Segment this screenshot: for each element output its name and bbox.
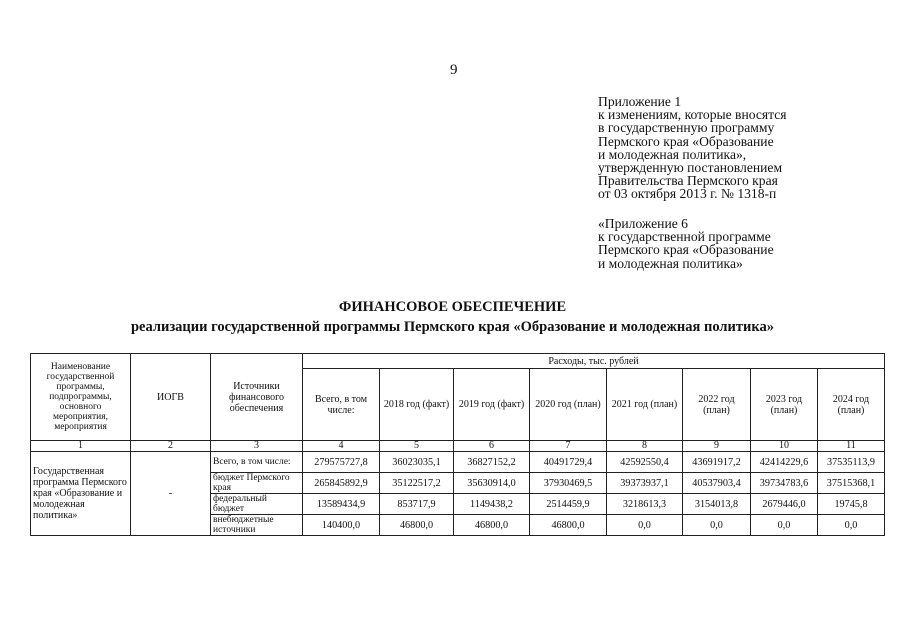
column-number: 7 bbox=[530, 441, 607, 452]
column-number: 8 bbox=[607, 441, 683, 452]
column-number: 3 bbox=[211, 441, 303, 452]
value-2024: 37535113,9 bbox=[818, 452, 885, 473]
document-subtitle: реализации государственной программы Пермского края «Образование и молодежная политика» bbox=[130, 319, 775, 335]
annex-1-line: Правительства Пермского края bbox=[598, 173, 778, 189]
source-cell: внебюджетные источники bbox=[211, 515, 303, 536]
value-2023: 42414229,6 bbox=[751, 452, 818, 473]
value-2018: 46800,0 bbox=[380, 515, 454, 536]
value-2024: 37515368,1 bbox=[818, 473, 885, 494]
header-2024: 2024 год (план) bbox=[818, 369, 885, 441]
annex-1-line: к изменениям, которые вносятся bbox=[598, 107, 787, 123]
column-number: 2 bbox=[131, 441, 211, 452]
column-number: 6 bbox=[454, 441, 530, 452]
document-title: ФИНАНСОВОЕ ОБЕСПЕЧЕНИЕ bbox=[338, 299, 567, 315]
header-2023: 2023 год (план) bbox=[751, 369, 818, 441]
value-2024: 0,0 bbox=[818, 515, 885, 536]
value-2021: 39373937,1 bbox=[607, 473, 683, 494]
annex-1-line: Пермского края «Образование bbox=[598, 133, 774, 149]
value-2018: 853717,9 bbox=[380, 494, 454, 515]
table-row bbox=[31, 452, 885, 473]
header-2022: 2022 год (план) bbox=[683, 369, 751, 441]
value-2021: 0,0 bbox=[607, 515, 683, 536]
program-name-cell: Государственная программа Пермского края «Образование и молодежная политика» bbox=[31, 452, 131, 536]
value-total: 265845892,9 bbox=[303, 473, 380, 494]
value-2019: 1149438,2 bbox=[454, 494, 530, 515]
annex-6-line: Пермского края «Образование bbox=[598, 242, 774, 258]
annex-1-line: Приложение 1 bbox=[598, 94, 682, 109]
annex-1-line: от 03 октября 2013 г. № 1318-п bbox=[598, 186, 777, 202]
column-number: 11 bbox=[818, 441, 885, 452]
column-number: 1 bbox=[31, 441, 131, 452]
value-2024: 19745,8 bbox=[818, 494, 885, 515]
annex-6-line: «Приложение 6 bbox=[598, 216, 688, 231]
annex-1-line: утвержденную постановлением bbox=[598, 160, 783, 176]
header-sources: Источники финансового обеспечения bbox=[211, 354, 303, 441]
header-row bbox=[31, 354, 885, 369]
annex-1-line: в государственную программу bbox=[598, 120, 775, 136]
value-2019: 36827152,2 bbox=[454, 452, 530, 473]
value-2018: 36023035,1 bbox=[380, 452, 454, 473]
value-2019: 35630914,0 bbox=[454, 473, 530, 494]
annex-6-line: и молодежная политика» bbox=[598, 255, 743, 271]
source-cell: бюджет Пермского края bbox=[211, 473, 303, 494]
source-cell: Всего, в том числе: bbox=[211, 452, 303, 473]
header-total: Всего, в том числе: bbox=[303, 369, 380, 441]
value-total: 140400,0 bbox=[303, 515, 380, 536]
value-2023: 39734783,6 bbox=[751, 473, 818, 494]
value-2021: 42592550,4 bbox=[607, 452, 683, 473]
value-2022: 40537903,4 bbox=[683, 473, 751, 494]
header-expenses: Расходы, тыс. рублей bbox=[303, 354, 885, 369]
value-2020: 40491729,4 bbox=[530, 452, 607, 473]
header-iogv: ИОГВ bbox=[131, 354, 211, 441]
value-2022: 43691917,2 bbox=[683, 452, 751, 473]
financial-table bbox=[30, 353, 885, 536]
header-2020: 2020 год (план) bbox=[530, 369, 607, 441]
value-2022: 3154013,8 bbox=[683, 494, 751, 515]
iogv-cell: - bbox=[131, 452, 211, 536]
column-number: 10 bbox=[751, 441, 818, 452]
value-2019: 46800,0 bbox=[454, 515, 530, 536]
value-2018: 35122517,2 bbox=[380, 473, 454, 494]
value-total: 13589434,9 bbox=[303, 494, 380, 515]
header-name: Наименование государственной программы, подпрограммы, основного мероприятия, мероприятия bbox=[31, 354, 131, 441]
value-2020: 37930469,5 bbox=[530, 473, 607, 494]
annex-6-line: к государственной программе bbox=[598, 229, 771, 245]
value-2020: 2514459,9 bbox=[530, 494, 607, 515]
annex-1-line: и молодежная политика», bbox=[598, 146, 747, 162]
header-2021: 2021 год (план) bbox=[607, 369, 683, 441]
value-2020: 46800,0 bbox=[530, 515, 607, 536]
column-number: 5 bbox=[380, 441, 454, 452]
source-cell: федеральный бюджет bbox=[211, 494, 303, 515]
column-number: 4 bbox=[303, 441, 380, 452]
annex-1-block bbox=[598, 95, 787, 201]
page-number: 9 bbox=[450, 62, 458, 78]
column-number-row bbox=[31, 441, 885, 452]
value-2023: 2679446,0 bbox=[751, 494, 818, 515]
annex-6-block bbox=[598, 217, 774, 270]
value-total: 279575727,8 bbox=[303, 452, 380, 473]
value-2021: 3218613,3 bbox=[607, 494, 683, 515]
column-number: 9 bbox=[683, 441, 751, 452]
header-2018: 2018 год (факт) bbox=[380, 369, 454, 441]
value-2023: 0,0 bbox=[751, 515, 818, 536]
header-2019: 2019 год (факт) bbox=[454, 369, 530, 441]
value-2022: 0,0 bbox=[683, 515, 751, 536]
